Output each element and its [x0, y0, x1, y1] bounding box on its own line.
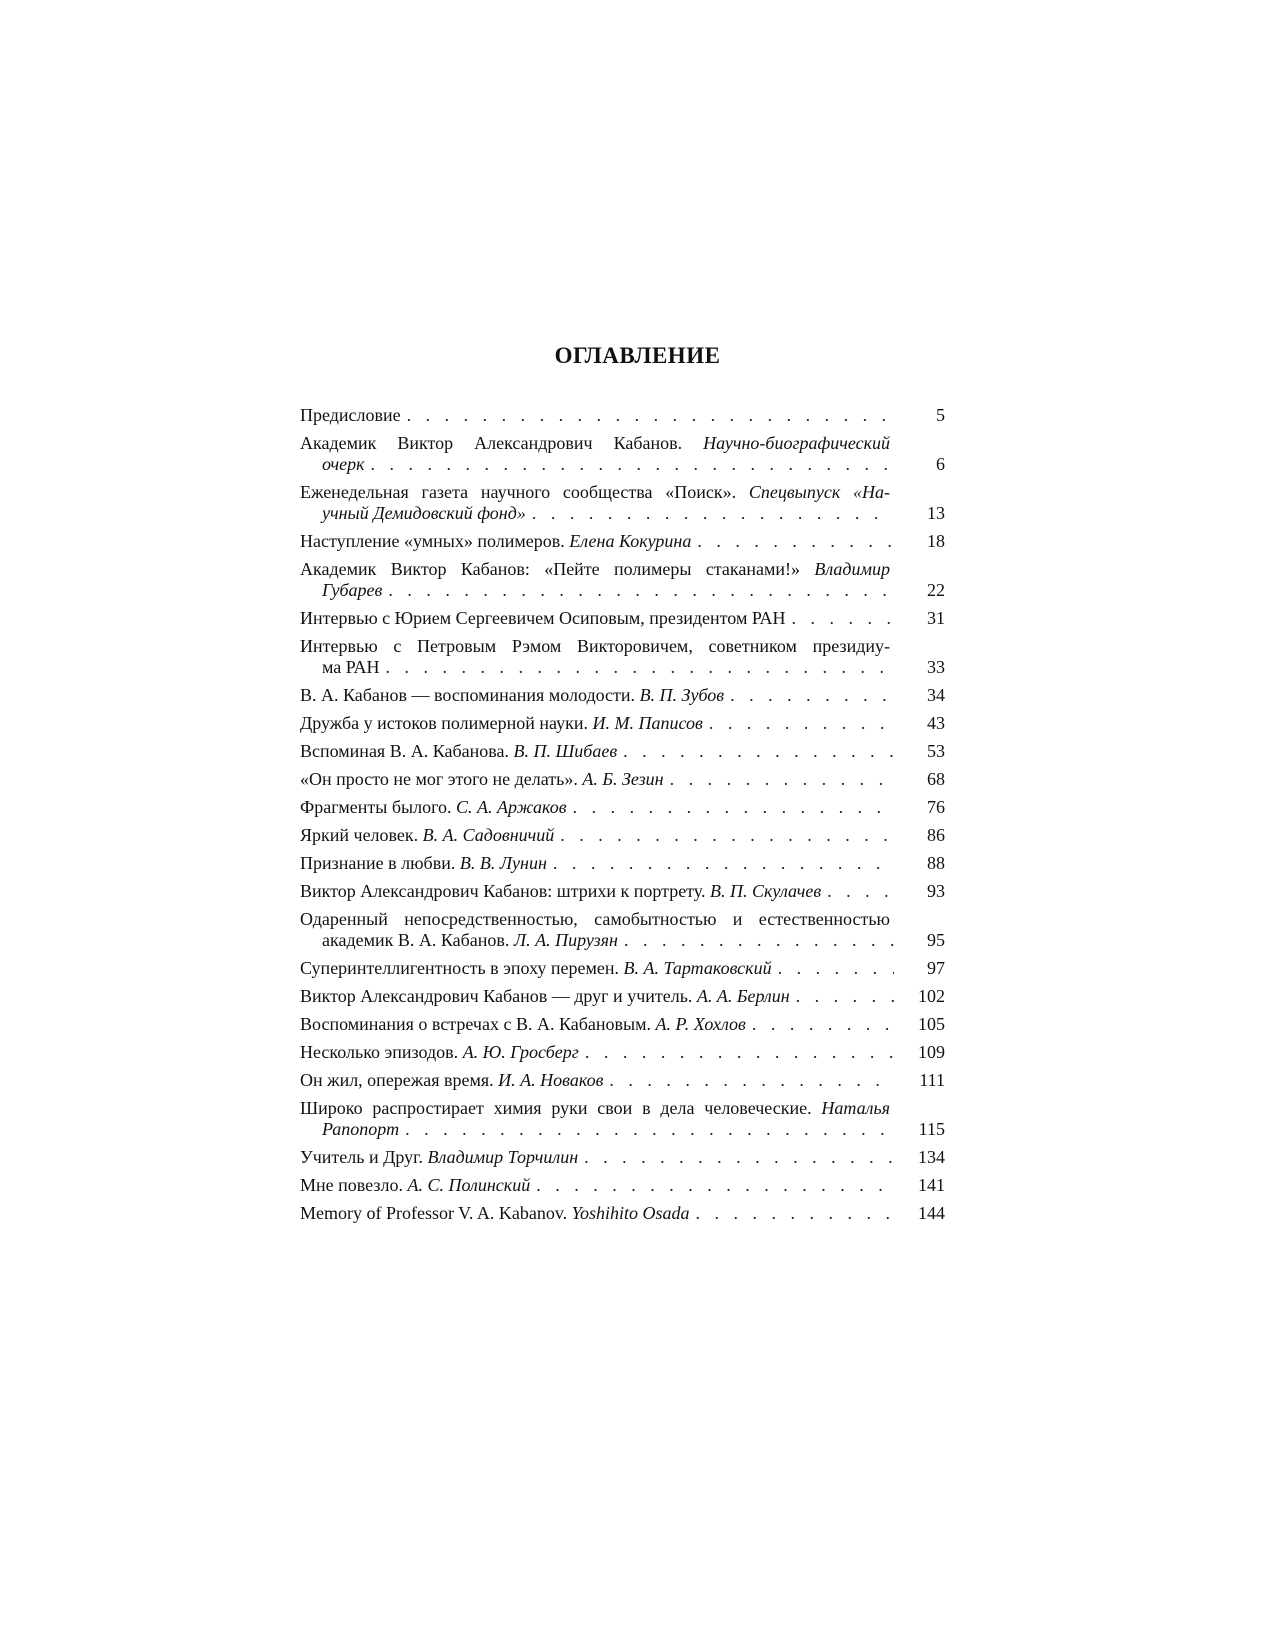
page-number: 22: [927, 580, 945, 600]
page-number: 6: [936, 454, 945, 474]
toc-entry-author: Наталья: [821, 1098, 890, 1118]
page-number: 115: [918, 1119, 945, 1139]
toc-entry-first-line: [285, 559, 945, 580]
toc-entry-title: Признание в любви.: [300, 853, 456, 873]
toc-entry-last-line: [285, 825, 945, 846]
toc-entry[interactable]: [285, 559, 945, 601]
toc-entry-author: В. А. Садовничий: [422, 825, 555, 845]
toc-entry-title: Виктор Александрович Кабанов — друг и учитель.: [300, 986, 693, 1006]
leader-dots: [827, 881, 894, 902]
toc-entry[interactable]: [285, 1147, 945, 1168]
leader-dots: [371, 454, 894, 475]
table-of-contents: [285, 405, 945, 1231]
toc-entry-title: ма РАН: [322, 657, 380, 677]
toc-entry[interactable]: [285, 531, 945, 552]
toc-entry-last-line: [285, 1119, 945, 1140]
leader-dots: [573, 797, 894, 818]
page-number: 53: [927, 741, 945, 761]
toc-entry-first-line: [285, 482, 945, 503]
leader-dots: [752, 1014, 894, 1035]
page-number: 93: [927, 881, 945, 901]
toc-entry-title: Интервью с Петровым Рэмом Викторовичем, советником президиу-: [300, 636, 890, 656]
toc-entry-title: Суперинтеллигентность в эпоху перемен.: [300, 958, 620, 978]
toc-title: ОГЛАВЛЕНИЕ: [554, 343, 721, 368]
page-number: 5: [936, 405, 945, 425]
page-number: 13: [927, 503, 945, 523]
toc-entry-last-line: [285, 1147, 945, 1168]
toc-entry-author: А. Р. Хохлов: [655, 1014, 746, 1034]
toc-entry-title: Интервью с Юрием Сергеевичем Осиповым, президентом РАН: [300, 608, 786, 628]
page-number: 76: [927, 797, 945, 817]
toc-entry-last-line: [285, 531, 945, 552]
page-number: 134: [918, 1147, 945, 1167]
page-number: 111: [919, 1070, 945, 1090]
toc-entry[interactable]: [285, 636, 945, 678]
leader-dots: [405, 1119, 894, 1140]
toc-entry-author: И. М. Паписов: [592, 713, 703, 733]
toc-entry-title: Он жил, опережая время.: [300, 1070, 494, 1090]
page-number: 88: [927, 853, 945, 873]
page-number: 109: [918, 1042, 945, 1062]
page-number: 102: [918, 986, 945, 1006]
toc-entry-title: Еженедельная газета научного сообщества «Поиск».: [300, 482, 737, 502]
page-number: 34: [927, 685, 945, 705]
toc-entry-author: учный Демидовский фонд»: [322, 503, 526, 523]
toc-entry-title: Яркий человек.: [300, 825, 419, 845]
toc-entry-author: А. С. Полинский: [407, 1175, 531, 1195]
toc-entry-last-line: [285, 1070, 945, 1091]
toc-entry-title: Одаренный непосредственностью, самобытностью и естественностью: [300, 909, 890, 929]
toc-entry-author: В. В. Лунин: [459, 853, 547, 873]
toc-entry-last-line: [285, 657, 945, 678]
leader-dots: [792, 608, 894, 629]
page-number: 141: [918, 1175, 945, 1195]
toc-entry-author: В. П. Зубов: [639, 685, 725, 705]
toc-entry-author: Спецвыпуск «На-: [748, 482, 890, 502]
toc-entry[interactable]: [285, 482, 945, 524]
toc-entry-first-line: [285, 909, 945, 930]
toc-entry-author: В. П. Шибаев: [513, 741, 618, 761]
toc-entry[interactable]: [285, 741, 945, 762]
page-number: 97: [927, 958, 945, 978]
leader-dots: [560, 825, 894, 846]
leader-dots: [385, 657, 894, 678]
toc-entry[interactable]: [285, 608, 945, 629]
toc-entry-last-line: [285, 580, 945, 601]
toc-entry-author: Рапопорт: [322, 1119, 400, 1139]
toc-entry-title: Мне повезло.: [300, 1175, 403, 1195]
toc-entry-title: академик В. А. Кабанов.: [322, 930, 510, 950]
leader-dots: [696, 1203, 894, 1224]
toc-entry[interactable]: [285, 909, 945, 951]
toc-entry-author: Елена Кокурина: [569, 531, 692, 551]
toc-entry-title: Вспоминая В. А. Кабанова.: [300, 741, 510, 761]
page-number: 33: [927, 657, 945, 677]
toc-entry-title: «Он просто не мог этого не делать».: [300, 769, 578, 789]
leader-dots: [584, 1147, 894, 1168]
toc-entry[interactable]: [285, 881, 945, 902]
toc-entry-title: Memory of Professor V. A. Kabanov.: [300, 1203, 568, 1223]
leader-dots: [623, 741, 894, 762]
toc-entry-title: Воспоминания о встречах с В. А. Кабановым.: [300, 1014, 651, 1034]
toc-entry-last-line: [285, 1014, 945, 1035]
page-number: 105: [918, 1014, 945, 1034]
toc-entry-last-line: [285, 1042, 945, 1063]
toc-entry-author: Владимир: [814, 559, 890, 579]
toc-entry-author: Научно-биографический: [703, 433, 890, 453]
toc-entry[interactable]: [285, 1014, 945, 1035]
leader-dots: [624, 930, 894, 951]
toc-entry-last-line: [285, 930, 945, 951]
toc-entry-author: И. А. Новаков: [498, 1070, 604, 1090]
toc-entry[interactable]: [285, 713, 945, 734]
toc-entry-title: В. А. Кабанов — воспоминания молодости.: [300, 685, 636, 705]
leader-dots: [585, 1042, 894, 1063]
toc-entry-first-line: [285, 433, 945, 454]
toc-entry-title: Виктор Александрович Кабанов: штрихи к портрету.: [300, 881, 706, 901]
toc-entry-author: Владимир Торчилин: [427, 1147, 579, 1167]
leader-dots: [553, 853, 894, 874]
page-number: 68: [927, 769, 945, 789]
toc-entry-title: Академик Виктор Александрович Кабанов.: [300, 433, 683, 453]
toc-entry-author: А. А. Берлин: [696, 986, 790, 1006]
toc-entry-last-line: [285, 986, 945, 1007]
toc-entry-last-line: [285, 958, 945, 979]
leader-dots: [609, 1070, 894, 1091]
page-number: 144: [918, 1203, 945, 1223]
page-number: 43: [927, 713, 945, 733]
toc-entry[interactable]: [285, 797, 945, 818]
toc-entry-author: очерк: [322, 454, 365, 474]
toc-entry-author: А. Ю. Гросберг: [462, 1042, 579, 1062]
toc-entry-last-line: [285, 1203, 945, 1224]
leader-dots: [697, 531, 894, 552]
page-number: 31: [927, 608, 945, 628]
leader-dots: [670, 769, 894, 790]
toc-entry[interactable]: [285, 825, 945, 846]
toc-entry-title: Несколько эпизодов.: [300, 1042, 459, 1062]
toc-entry-title: Академик Виктор Кабанов: «Пейте полимеры стаканами!»: [300, 559, 800, 579]
toc-entry-last-line: [285, 769, 945, 790]
toc-entry[interactable]: [285, 958, 945, 979]
toc-entry-title: Предисловие: [300, 405, 401, 425]
leader-dots: [796, 986, 894, 1007]
toc-entry-author: С. А. Аржаков: [456, 797, 567, 817]
leader-dots: [709, 713, 894, 734]
toc-entry-first-line: [285, 636, 945, 657]
leader-dots: [388, 580, 894, 601]
toc-entry-last-line: [285, 454, 945, 475]
toc-entry-last-line: [285, 881, 945, 902]
leader-dots: [532, 503, 894, 524]
toc-entry[interactable]: [285, 1203, 945, 1224]
toc-entry[interactable]: [285, 685, 945, 706]
toc-entry-title: Учитель и Друг.: [300, 1147, 424, 1167]
toc-entry-first-line: [285, 1098, 945, 1119]
leader-dots: [730, 685, 894, 706]
leader-dots: [407, 405, 894, 426]
toc-entry[interactable]: [285, 853, 945, 874]
toc-entry-title: Фрагменты былого.: [300, 797, 452, 817]
toc-entry-title: Дружба у истоков полимерной науки.: [300, 713, 588, 733]
toc-entry[interactable]: [285, 1070, 945, 1091]
toc-entry-author: Л. А. Пирузян: [513, 930, 618, 950]
toc-entry[interactable]: [285, 1175, 945, 1196]
toc-entry-author: В. А. Тартаковский: [623, 958, 772, 978]
toc-entry-author: А. Б. Зезин: [582, 769, 664, 789]
toc-entry-last-line: [285, 685, 945, 706]
leader-dots: [536, 1175, 894, 1196]
toc-entry[interactable]: [285, 986, 945, 1007]
toc-entry-title: Наступление «умных» полимеров.: [300, 531, 565, 551]
toc-entry-last-line: [285, 713, 945, 734]
toc-entry[interactable]: [285, 405, 945, 426]
toc-entry[interactable]: [285, 1042, 945, 1063]
toc-entry[interactable]: [285, 1098, 945, 1140]
toc-entry-last-line: [285, 853, 945, 874]
page-number: 86: [927, 825, 945, 845]
toc-entry-last-line: [285, 608, 945, 629]
toc-entry-author: Yoshihito Osada: [571, 1203, 690, 1223]
toc-entry-last-line: [285, 741, 945, 762]
page-number: 95: [927, 930, 945, 950]
toc-entry-last-line: [285, 503, 945, 524]
leader-dots: [778, 958, 894, 979]
toc-entry[interactable]: [285, 769, 945, 790]
toc-entry-last-line: [285, 797, 945, 818]
page-number: 18: [927, 531, 945, 551]
toc-entry[interactable]: [285, 433, 945, 475]
toc-entry-author: Губарев: [322, 580, 383, 600]
toc-entry-last-line: [285, 1175, 945, 1196]
toc-entry-last-line: [285, 405, 945, 426]
toc-entry-title: Широко распростирает химия руки свои в дела человеческие.: [300, 1098, 812, 1118]
toc-entry-author: В. П. Скулачев: [710, 881, 822, 901]
